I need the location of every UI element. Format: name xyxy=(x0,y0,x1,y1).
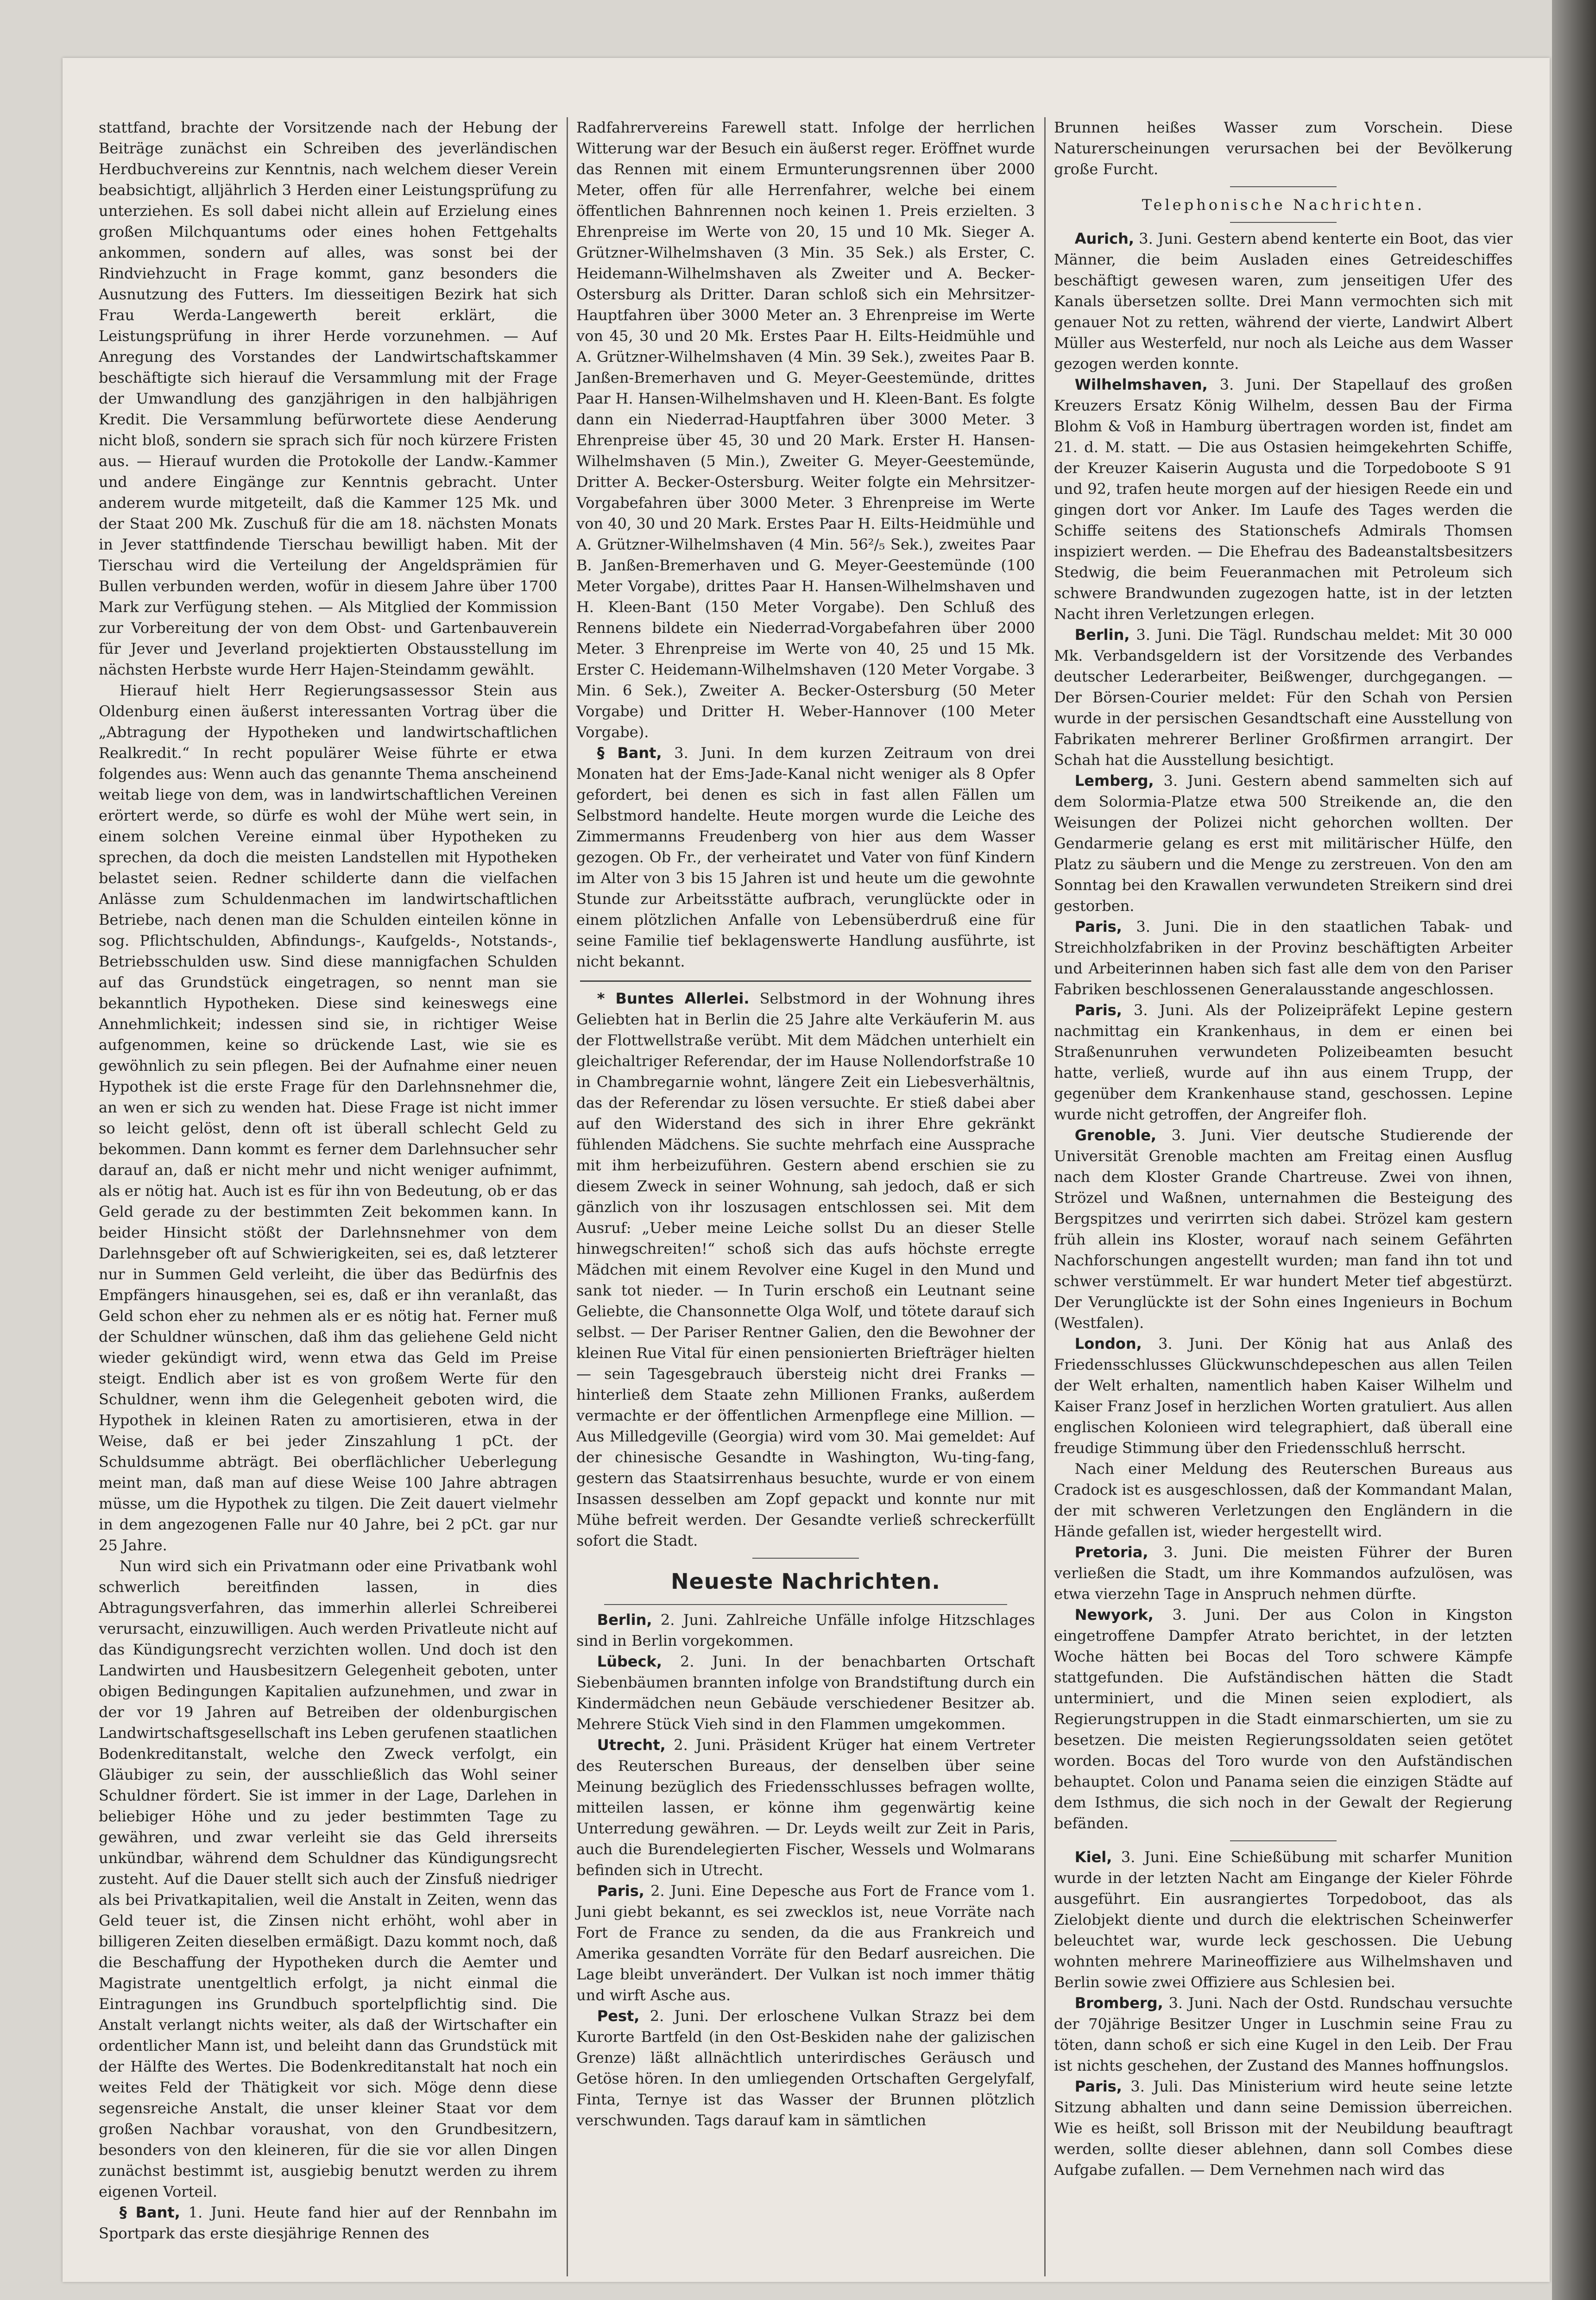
news-text: 3. Juni. Der aus Colon in Kingston eingetroffene Dampfer Atrato berichtet, in der letzten Woche hätten bei Bocas del Toro schwere Kämpfe stattgefunden. Die Aufständischen hätten die Stadt unterminiert, und die Minen seien explodiert, als Regierungstruppen in die Stadt einmarschierten, um sie zu besetzen. Die meisten Regierungssoldaten seien getötet worden. Bocas del Toro wurde von den Aufständischen behauptet. Colon und Panama seien die einzigen Städte auf dem Isthmus, die sich noch in der Gewalt der Regierung befänden. xyxy=(1054,1606,1513,1832)
news-text: 3. Juni. Als der Polizeipräfekt Lepine gestern nachmittag ein Krankenhaus, in dem er einen bei Straßenunruhen verwundeten Polizeibeamten besucht hatte, verließ, wurde auf ihn aus einem Trupp, der gegenüber dem Krankenhause stand, geschossen. Lepine wurde nicht getroffen, der Angreifer floh. xyxy=(1054,1001,1513,1123)
dateline-place: Lübeck, xyxy=(597,1653,662,1670)
news-item xyxy=(1054,916,1513,1000)
news-text: 3. Juni. In dem kurzen Zeitraum von drei Monaten hat der Ems-Jade-Kanal nicht weniger als 8 Opfer gefordert, bei denen es sich in fast allen Fällen um Selbstmord handelte. Heute morgen wurde die Leiche des Zimmermanns Freudenberg von hier aus dem Wasser gezogen. Ob Fr., der verheiratet und Vater von fünf Kindern im Alter von 3 bis 15 Jahren ist und heute um die gewohnte Stunde zur Arbeitsstätte aufbrach, verunglückte oder in einem plötzlichen Anfalle von Lebensüberdruß eine für seine Familie tief beklagenswerte Handlung ausführte, ist nicht bekannt. xyxy=(576,744,1035,970)
news-item xyxy=(576,1735,1035,1881)
column-2 xyxy=(567,117,1035,2276)
dateline-place: Berlin, xyxy=(1074,626,1130,644)
dateline-place: London, xyxy=(1074,1335,1142,1352)
news-item xyxy=(1054,625,1513,771)
news-text: 3. Juni. Die in den staatlichen Tabak- und Streichholzfabriken in der Provinz beschäftigten Arbeiter und Arbeiterinnen haben sich fast alle dem von den Pariser Fabriken beschlossenen Generalausstande angeschlossen. xyxy=(1054,918,1513,998)
dateline-place: Kiel, xyxy=(1074,1848,1112,1866)
short-divider xyxy=(752,1558,859,1559)
news-text: 3. Juni. Gestern abend kenterte ein Boot, das vier Männer, die beim Ausladen eines Getreideschiffes beschäftigt gewesen waren, zum jenseitigen Ufer des Kanals übersetzen sollte. Drei Mann vermochten sich mit genauer Not zu retten, während der vierte, Landwirt Albert Müller aus Westerfeld, nur noch als Leiche aus dem Wasser gezogen werden konnte. xyxy=(1054,230,1513,373)
dateline-place: Paris, xyxy=(1074,1001,1122,1019)
news-text: 2. Juni. Eine Depesche aus Fort de France vom 1. Juni giebt bekannt, es sei zwecklos ist, neue Vorräte nach Fort de France zu senden, da die aus Frankreich und Amerika gesandten Vorräte für den Bedarf ausreichen. Die Lage bleibt unverändert. Der Vulkan ist noch immer thätig und wirft Asche aus. xyxy=(576,1882,1035,2004)
dateline-place: Newyork, xyxy=(1074,1606,1154,1624)
dateline-place: Paris, xyxy=(597,1882,644,1900)
news-item xyxy=(576,1881,1035,2006)
news-text: 3. Juni. Eine Schießübung mit scharfer Munition wurde in der letzten Nacht am Eingange der Kieler Föhrde ausgeführt. Ein ausrangiertes Torpedoboot, das als Zielobjekt diente und durch die elektrischen Scheinwerfer beleuchtet war, wurde leck geschossen. Die Uebung wohnten mehrere Marineoffiziere aus Wilhelmshaven und Berlin sowie zwei Offiziere aus Schlesien bei. xyxy=(1054,1848,1513,1991)
dateline-place: Grenoble, xyxy=(1074,1126,1157,1144)
news-item xyxy=(1054,228,1513,374)
column-3 xyxy=(1044,117,1513,2276)
dateline-place: Wilhelmshaven, xyxy=(1074,376,1208,393)
news-text: 3. Juni. Die Tägl. Rundschau meldet: Mit 30 000 Mk. Verbandsgeldern ist der Vorsitzende des Verbandes deutscher Lederarbeiter, Beißwenger, durchgegangen. — Der Börsen-Courier meldet: Für den Schah von Persien wurde in der persischen Gesandtschaft eine Ausstellung von Fabrikaten mehrerer Berliner Großfirmen arrangirt. Der Schah hat die Ausstellung besichtigt. xyxy=(1054,626,1513,769)
news-item xyxy=(576,988,1035,1551)
dateline-place: Pretoria, xyxy=(1074,1543,1148,1561)
article-paragraph: Hierauf hielt Herr Regierungsassessor Stein aus Oldenburg einen äußerst interessanten Vortrag über die „Abtragung der Hypotheken und landwirtschaftlichen Realkredit.“ In recht populärer Weise führte er etwa folgendes aus: Wenn auch das genannte Thema anscheinend weitab liege von dem, was in landwirtschaftlichen Vereinen erörtert werde, so dürfe es wohl der Mühe wert sein, in einem solchen Vereine einmal über Hypotheken zu sprechen, da doch die meisten Landstellen mit Hypotheken belastet seien. Redner schilderte dann die vielfachen Anlässe zum Schuldenmachen im landwirtschaftlichen Betriebe, nach denen man die Schulden einteilen könne in sog. Pflichtschulden, Abfindungs-, Kaufgelds-, Notstands-, Betriebsschulden usw. Sind diese mannigfachen Schulden auf das Grundstück eingetragen, so nennt man sie bekanntlich Hypotheken. Diese sind keineswegs eine Annehmlichkeit; indessen sind sie, in richtiger Weise aufgenommen, keine so drückende Last, wie sie es gewöhnlich zu sein pflegen. Bei der Aufnahme einer neuen Hypothek ist die erste Frage für den Darlehnsnehmer die, an wen er sich zu wenden hat. Diese Frage ist nicht immer so leicht gelöst, denn oft ist überall schlecht Geld zu bekommen. Dann kommt es ferner dem Darlehnsucher sehr darauf an, daß er nicht mehr und nicht weniger aufnimmt, als er nötig hat. Auch ist es für ihn von Bedeutung, ob er das Geld gerade zu der bestimmten Zeit bekommen kann. In beider Hinsicht stößt der Darlehnsnehmer von dem Darlehnsgeber oft auf Schwierigkeiten, sei es, daß letzterer nur in Summen Geld verleiht, die über das Bedürfnis des Empfängers hinausgehen, sei es, daß er ihn veranlaßt, das Geld schon eher zu nehmen als er es nötig hat. Ferner muß der Schuldner wünschen, daß ihm das geliehene Geld nicht wieder gekündigt wird, wenn etwa das Geld im Preise steigt. Endlich aber ist es von großem Werte für den Schuldner, wenn ihm die Gelegenheit geboten wird, die Hypothek in kleinen Raten zu amortisieren, etwa in der Weise, daß er bei jeder Zinszahlung 1 pCt. der Schuldsumme abträgt. Bei oberflächlicher Ueberlegung meint man, daß man auf diese Weise 100 Jahre abtragen müsse, um die Hypothek zu tilgen. Die Zeit dauert vielmehr in dem angezogenen Falle nur 40 Jahre, bei 2 pCt. gar nur 25 Jahre. xyxy=(99,682,557,1554)
news-text: 3. Juni. Die meisten Führer der Buren verließen die Stadt, um ihre Kommandos aufzulösen, was etwa vierzehn Tage in Anspruch nehmen dürfte. xyxy=(1054,1543,1513,1603)
news-item xyxy=(1054,1993,1513,2076)
book-gutter xyxy=(1552,0,1596,2300)
section-headline-telephonische-nachrichten: Telephonische Nachrichten. xyxy=(1142,196,1425,214)
newspaper-page xyxy=(63,58,1550,2282)
dateline-place: Pest, xyxy=(597,2007,640,2025)
news-item xyxy=(1054,1333,1513,1459)
dateline-place: § Bant, xyxy=(119,2204,180,2221)
section-title-buntes-allerlei: * Buntes Allerlei. xyxy=(597,990,750,1007)
dateline-place: Berlin, xyxy=(597,1611,652,1629)
news-text: 1. Juni. Heute fand hier auf der Rennbahn im Sportpark das erste diesjährige Rennen des xyxy=(99,2204,557,2242)
dateline-place: Paris, xyxy=(1074,918,1122,935)
news-item xyxy=(1054,1125,1513,1333)
news-text: 3. Juni. Gestern abend sammelten sich auf dem Solormia-Platze etwa 500 Streikende an, die den Weisungen der Polizei nicht gehorchen wollten. Der Gendarmerie gelang es erst mit militärischer Hülfe, den Platz zu säubern und die Menge zu zerstreuen. Von den am Sonntag bei den Krawallen verwundeten Streikern sind drei gestorben. xyxy=(1054,772,1513,915)
short-divider xyxy=(1230,1840,1337,1841)
news-text: 3. Juni. Nach der Ostd. Rundschau versuchte der 70jährige Besitzer Unger in Luschmin seine Frau zu töten, dann schoß er sich eine Kugel in den Leib. Der Frau ist nichts geschehen, der Zustand des Mannes hoffnungslos. xyxy=(1054,1994,1513,2074)
article-paragraph: stattfand, brachte der Vorsitzende nach der Hebung der Beiträge zunächst ein Schreiben des jeverländischen Herdbuchvereins zur Kenntnis, nach welchem dieser Verein beabsichtigt, alljährlich 3 Herden einer Leistungsprüfung zu unterziehen. Es soll dabei nicht allein auf Erzielung eines großen Milchquantums oder eines hohen Fettgehalts ankommen, sondern auf alles, was sonst bei der Rindviehzucht in Frage kommt, ganz besonders die Ausnutzung des Futters. Im diesseitigen Bezirk hat sich Frau Werda-Langewerth bereit erklärt, die Leistungsprüfung in ihrer Herde vorzunehmen. — Auf Anregung des Vorstandes der Landwirtschaftskammer beschäftigte sich hierauf die Versammlung mit der Frage der Umwandlung des ganzjährigen in den halbjährigen Kredit. Die Versammlung befürwortete diese Aenderung nicht bloß, sondern sie sprach sich für noch kürzere Fristen aus. — Hierauf wurden die Protokolle der Landw.-Kammer und andere Eingänge zur Kenntnis gebracht. Unter anderem wurde mitgeteilt, daß die Kammer 125 Mk. und der Staat 200 Mk. Zuschuß für die am 18. nächsten Monats in Jever stattfindende Tierschau bewilligt haben. Mit der Tierschau wird die Verteilung der Angeldsprämien für Bullen verbunden werden, wofür in diesem Jahre über 1700 Mark zur Verfügung stehen. — Als Mitglied der Kommission zur Vorbereitung der von dem Obst- und Gartenbauverein für Jever und Jeverland projektierten Obstausstellung im nächsten Herbste wurde Herr Hajen-Steindamm gewählt. xyxy=(99,119,557,678)
news-item xyxy=(1054,374,1513,625)
news-text: 2. Juni. Zahlreiche Unfälle infolge Hitzschlages sind in Berlin vorgekommen. xyxy=(576,1611,1035,1649)
news-text: Selbstmord in der Wohnung ihres Geliebten hat in Berlin die 25 Jahre alte Verkäuferin M. aus der Flottwellstraße verübt. Mit dem Mädchen unterhielt ein gleichaltriger Referendar, der im Hause Nollendorfstraße 10 in Chambregarnie wohnt, längere Zeit ein Liebesverhältnis, das der Referendar zu lösen versuchte. Er stieß dabei aber auf den Widerstand des sich in ihrer Ehre gekränkt fühlenden Mädchens. Sie suchte mehrfach eine Aussprache mit ihm herbeizuführen. Gestern abend erschien sie zu diesem Zweck in seiner Wohnung, sah jedoch, daß er sich gänzlich von ihr loszusagen entschlossen sei. Mit dem Ausruf: „Ueber meine Leiche sollst Du an dieser Stelle hinwegschreiten!“ schoß sich das aufs höchste erregte Mädchen mit einem Revolver eine Kugel in den Mund und sank tot nieder. — In Turin erschoß ein Leutnant seine Geliebte, die Chansonnette Olga Wolf, und tötete darauf sich selbst. — Der Pariser Rentner Galien, den die Bewohner der kleinen Rue Vital für einen pensionierten Briefträger hielten — sein Tagesgebrauch übersteig nicht drei Franks — hinterließ dem Staate zehn Millionen Franks, außerdem vermachte er der öffentlichen Armenpflege eine Million. — Aus Milledgeville (Georgia) wird vom 30. Mai gemeldet: Auf der chinesische Gesandte in Washington, Wu-ting-fang, gestern das Staatsirrenhaus besuchte, wurde er von einem Insassen desselben am Zopf gepackt und konnte nur mit Mühe befreit werden. Der Gesandte verließ schreckerfüllt sofort die Stadt. xyxy=(576,990,1035,1549)
article-paragraph: Nun wird sich ein Privatmann oder eine Privatbank wohl schwerlich bereitfinden lassen, in dies Abtragungsverfahren, das immerhin allerlei Schreiberei verursacht, einzuwilligen. Auch werden Privatleute nicht auf das Kündigungsrecht verzichten wollen. Und doch ist den Landwirten und Hausbesitzern Gelegenheit geboten, unter obigen Bedingungen Kapitalien aufzunehmen, und zwar in der vor 19 Jahren auf Betreiben der oldenburgischen Landwirtschaftsgesellschaft ins Leben gerufenen staatlichen Bodenkreditanstalt, welche den Zweck verfolgt, ein Gläubiger zu sein, der ausschließlich das Wohl seiner Schuldner fördert. Sie ist immer in der Lage, Darlehen in beliebiger Höhe und zu jeder bestimmten Tage zu gewähren, und zwar verleiht sie das Geld ihrerseits unkündbar, während dem Schuldner das Kündigungsrecht zusteht. Auf die Dauer stellt sich auch der Zinsfuß niedriger als bei Privatkapitalien, weil die Anstalt in Zeiten, wenn das Geld teuer ist, die Zinsen nicht erhöht, wohl aber in billigeren Zeiten dieselben ermäßigt. Dazu kommt noch, daß die Beschaffung der Hypotheken durch die Aemter und Magistrate unentgeltlich erfolgt, ja nicht einmal die Eintragungen ins Grundbuch sportelpflichtig sind. Die Anstalt verlangt nichts weiter, als daß der Wirtschafter ein ordentlicher Mann ist, und beleiht dann das Grundstück mit der Hälfte des Wertes. Die Bodenkreditanstalt hat noch ein weites Feld der Thätigkeit vor sich. Möge denn diese segensreiche Anstalt, die unser kleiner Staat vor dem großen Nachbar voraushat, von den Grundbesitzern, besonders von den kleineren, für die sie vor allen Dingen zunächst bestimmt ist, ausgiebig benutzt werden zu ihrem eigenen Vorteil. xyxy=(99,1557,557,2200)
short-divider xyxy=(1230,186,1337,187)
news-item xyxy=(576,2006,1035,2131)
news-item xyxy=(1054,1847,1513,1993)
news-text: 3. Juni. Der König hat aus Anlaß des Friedensschlusses Glückwunschdepeschen aus allen Teilen der Welt erhalten, namentlich haben Kaiser Wilhelm und Kaiser Franz Josef in herzlichen Worten gratuliert. Aus allen englischen Kolonieen wird telegraphiert, daß überall eine freudige Stimmung über den Friedensschluß herrscht. xyxy=(1054,1335,1513,1457)
article-paragraph: Radfahrervereins Farewell statt. Infolge der herrlichen Witterung war der Besuch ein äußerst reger. Eröffnet wurde das Rennen mit einem Ermunterungsrennen über 2000 Meter, offen für alle Herrenfahrer, welche bei einem öffentlichen Bahnrennen noch keinen 1. Preis erzielten. 3 Ehrenpreise im Werte von 20, 15 und 10 Mk. Sieger A. Grützner-Wilhelmshaven (3 Min. 35 Sek.) als Erster, C. Heidemann-Wilhelmshaven als Zweiter und A. Becker-Ostersburg als Dritter. Daran schloß sich ein Mehrsitzer-Hauptfahren über 3000 Meter an. 3 Ehrenpreise im Werte von 45, 30 und 20 Mk. Erstes Paar H. Eilts-Heidmühle und A. Grützner-Wilhelmshaven (4 Min. 39 Sek.), zweites Paar B. Janßen-Bremerhaven und G. Meyer-Geestemünde, drittes Paar H. Hansen-Wilhelmshaven und H. Kleen-Bant. Es folgte dann ein Niederrad-Hauptfahren über 3000 Meter. 3 Ehrenpreise über 45, 30 und 20 Mark. Erster H. Hansen-Wilhelmshaven (5 Min.), Zweiter G. Meyer-Geestemünde, Dritter A. Becker-Ostersburg. Weiter folgte ein Mehrsitzer-Vorgabefahren über 3000 Meter. 3 Ehrenpreise im Werte von 40, 30 und 20 Mark. Erstes Paar H. Eilts-Heidmühle und A. Grützner-Wilhelmshaven (4 Min. 56²/₅ Sek.), zweites Paar B. Janßen-Bremerhaven und G. Meyer-Geestemünde (100 Meter Vorgabe), drittes Paar H. Hansen-Wilhelmshaven und H. Kleen-Bant (150 Meter Vorgabe). Den Schluß des Rennens bildete ein Niederrad-Vorgabefahren über 2000 Meter. 3 Ehrenpreise im Werte von 40, 25 und 15 Mk. Erster C. Heidemann-Wilhelmshaven (120 Meter Vorgabe. 3 Min. 6 Sek.), Zweiter A. Becker-Ostersburg (50 Meter Vorgabe) und Dritter H. Weber-Hannover (100 Meter Vorgabe). xyxy=(576,119,1035,741)
news-item xyxy=(1054,1459,1513,1542)
dateline-place: Aurich, xyxy=(1074,230,1134,247)
news-item xyxy=(1054,1542,1513,1605)
news-item xyxy=(576,743,1035,972)
news-item xyxy=(576,1651,1035,1735)
section-divider xyxy=(580,980,1031,982)
news-item xyxy=(1054,2076,1513,2180)
news-item xyxy=(99,2202,557,2244)
dateline-place: Paris, xyxy=(1074,2078,1122,2095)
section-headline-neueste-nachrichten: Neueste Nachrichten. xyxy=(671,1569,940,1594)
news-item xyxy=(1054,771,1513,916)
headline-underline xyxy=(604,1604,1007,1605)
news-item xyxy=(576,1610,1035,1651)
news-text: 3. Juni. Der Stapellauf des großen Kreuzers Ersatz König Wilhelm, dessen Bau der Firma Blohm & Voß in Hamburg übertragen worden ist, findet am 21. d. M. statt. — Die aus Ostasien heimgekehrten Schiffe, der Kreuzer Kaiserin Augusta und die Torpedoboote S 91 und 92, trafen heute morgen auf der hiesigen Reede ein und gingen dort vor Anker. Im Laufe des Tages werden die Schiffe seitens des Stationschefs Admirals Thomsen inspiziert werden. — Die Ehefrau des Badeanstaltsbesitzers Stedwig, die beim Feueranmachen mit Petroleum sich schwere Brandwunden zugezogen hatte, ist in der letzten Nacht ihren Verletzungen erlegen. xyxy=(1054,376,1513,623)
news-text: Nach einer Meldung des Reuterschen Bureaus aus Cradock ist es ausgeschlossen, daß der Kommandant Malan, der mit schweren Verletzungen den Engländern in die Hände gefallen ist, wieder hergestellt wird. xyxy=(1054,1460,1513,1540)
news-text: 2. Juni. Präsident Krüger hat einem Vertreter des Reuterschen Bureaus, der denselben über seine Meinung bezüglich des Friedensschlusses befragen wollte, mitteilen lassen, er könne ihm gegenwärtig keine Unterredung gewähren. — Dr. Leyds weilt zur Zeit in Paris, auch die Burendelegierten Fischer, Wessels und Wolmarans befinden sich in Utrecht. xyxy=(576,1736,1035,1879)
dateline-place: § Bant, xyxy=(597,744,662,762)
news-text: 3. Juni. Vier deutsche Studierende der Universität Grenoble machten am Freitag einen Ausflug nach dem Kloster Grande Chartreuse. Zwei von ihnen, Strözel und Waßnen, unternahmen die Besteigung des Bergspitzes und verirrten sich dabei. Strözel kam gestern früh allein ins Kloster, worauf nach seinem Gefährten Nachforschungen angestellt wurden; man fand ihn tot und schwer verstümmelt. Er war hundert Meter tief abgestürzt. Der Verunglückte ist der Sohn eines Ingenieurs in Bochum (Westfalen). xyxy=(1054,1126,1513,1332)
column-1 xyxy=(99,117,557,2276)
short-divider xyxy=(1230,222,1337,223)
article-paragraph: Brunnen heißes Wasser zum Vorschein. Diese Naturerscheinungen verursachen bei der Bevölkerung große Furcht. xyxy=(1054,119,1513,178)
dateline-place: Utrecht, xyxy=(597,1736,666,1754)
column-container xyxy=(99,117,1516,2276)
news-item xyxy=(1054,1000,1513,1125)
news-text: 2. Juni. Der erloschene Vulkan Strazz bei dem Kurorte Bartfeld (in den Ost-Beskiden nahe der galizischen Grenze) läßt allnächtlich unterirdisches Geräusch und Getöse hören. In den umliegenden Ortschaften Gergelyfalf, Finta, Ternye ist das Wasser der Brunnen plötzlich verschwunden. Tags darauf kam in sämtlichen xyxy=(576,2007,1035,2129)
news-item xyxy=(1054,1605,1513,1834)
dateline-place: Lemberg, xyxy=(1074,772,1154,790)
news-text: 2. Juni. In der benachbarten Ortschaft Siebenbäumen brannten infolge von Brandstiftung durch ein Kindermädchen neun Gebäude verschiedener Besitzer ab. Mehrere Stück Vieh sind in den Flammen umgekommen. xyxy=(576,1653,1035,1733)
dateline-place: Bromberg, xyxy=(1074,1994,1163,2012)
news-text: 3. Juli. Das Ministerium wird heute seine letzte Sitzung abhalten und dann seine Demission überreichen. Wie es heißt, soll Brisson mit der Neubildung beauftragt werden, sollte dieser ablehnen, dann soll Combes diese Aufgabe zufallen. — Dem Vernehmen nach wird das xyxy=(1054,2078,1513,2179)
